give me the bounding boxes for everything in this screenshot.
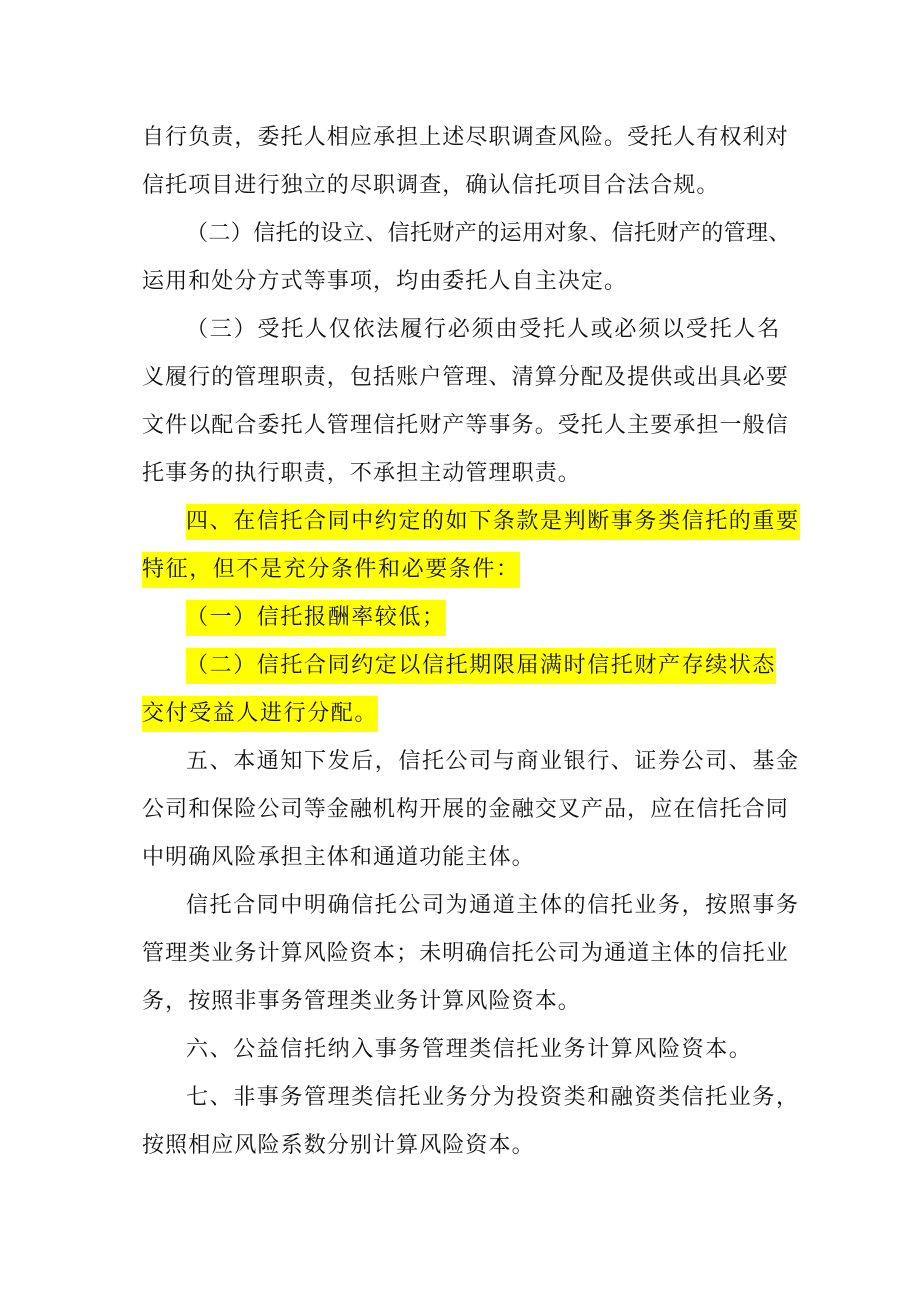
paragraph-4-line-1: 四、在信托合同中约定的如下条款是判断事务类信托的重要 [186, 502, 800, 542]
paragraph-3-line-2: 义履行的管理职责，包括账户管理、清算分配及提供或出具必要 [142, 365, 789, 390]
paragraph-7-line-2: 公司和保险公司等金融机构开展的金融交叉产品，应在信托合同 [142, 797, 789, 822]
paragraph-2-line-1: （二）信托的设立、信托财产的运用对象、信托财产的管理、 [186, 221, 791, 246]
paragraph-6-line-2: 交付受益人进行分配。 [142, 694, 378, 734]
paragraph-8-line-3: 务，按照非事务管理类业务计算风险资本。 [142, 989, 581, 1014]
paragraph-3-line-3: 文件以配合委托人管理信托财产等事务。受托人主要承担一般信 [142, 413, 789, 438]
paragraph-8-line-2: 管理类业务计算风险资本；未明确信托公司为通道主体的信托业 [142, 941, 789, 966]
paragraph-8-line-1: 信托合同中明确信托公司为通道主体的信托业务，按照事务 [186, 893, 800, 918]
paragraph-1-line-2: 信托项目进行独立的尽职调查，确认信托项目合法合规。 [142, 173, 720, 198]
paragraph-5-line-1: （一）信托报酬率较低； [186, 598, 446, 638]
paragraph-6-line-1: （二）信托合同约定以信托期限届满时信托财产存续状态 [186, 646, 776, 686]
paragraph-10-line-2: 按照相应风险系数分别计算风险资本。 [142, 1133, 535, 1158]
paragraph-7-line-3: 中明确风险承担主体和通道功能主体。 [142, 845, 535, 870]
paragraph-10-line-1: 七、非事务管理类信托业务分为投资类和融资类信托业务， [186, 1085, 800, 1110]
paragraph-2-line-2: 运用和处分方式等事项，均由委托人自主决定。 [142, 269, 628, 294]
paragraph-3-line-4: 托事务的执行职责，不承担主动管理职责。 [142, 461, 581, 486]
paragraph-9-line-1: 六、公益信托纳入事务管理类信托业务计算风险资本。 [186, 1037, 753, 1062]
paragraph-4-line-2: 特征，但不是充分条件和必要条件： [142, 550, 520, 590]
paragraph-7-line-1: 五、本通知下发后，信托公司与商业银行、证券公司、基金 [186, 749, 800, 774]
paragraph-1-line-1: 自行负责，委托人相应承担上述尽职调查风险。受托人有权利对 [142, 125, 789, 150]
paragraph-3-line-1: （三）受托人仅依法履行必须由受托人或必须以受托人名 [186, 317, 782, 342]
